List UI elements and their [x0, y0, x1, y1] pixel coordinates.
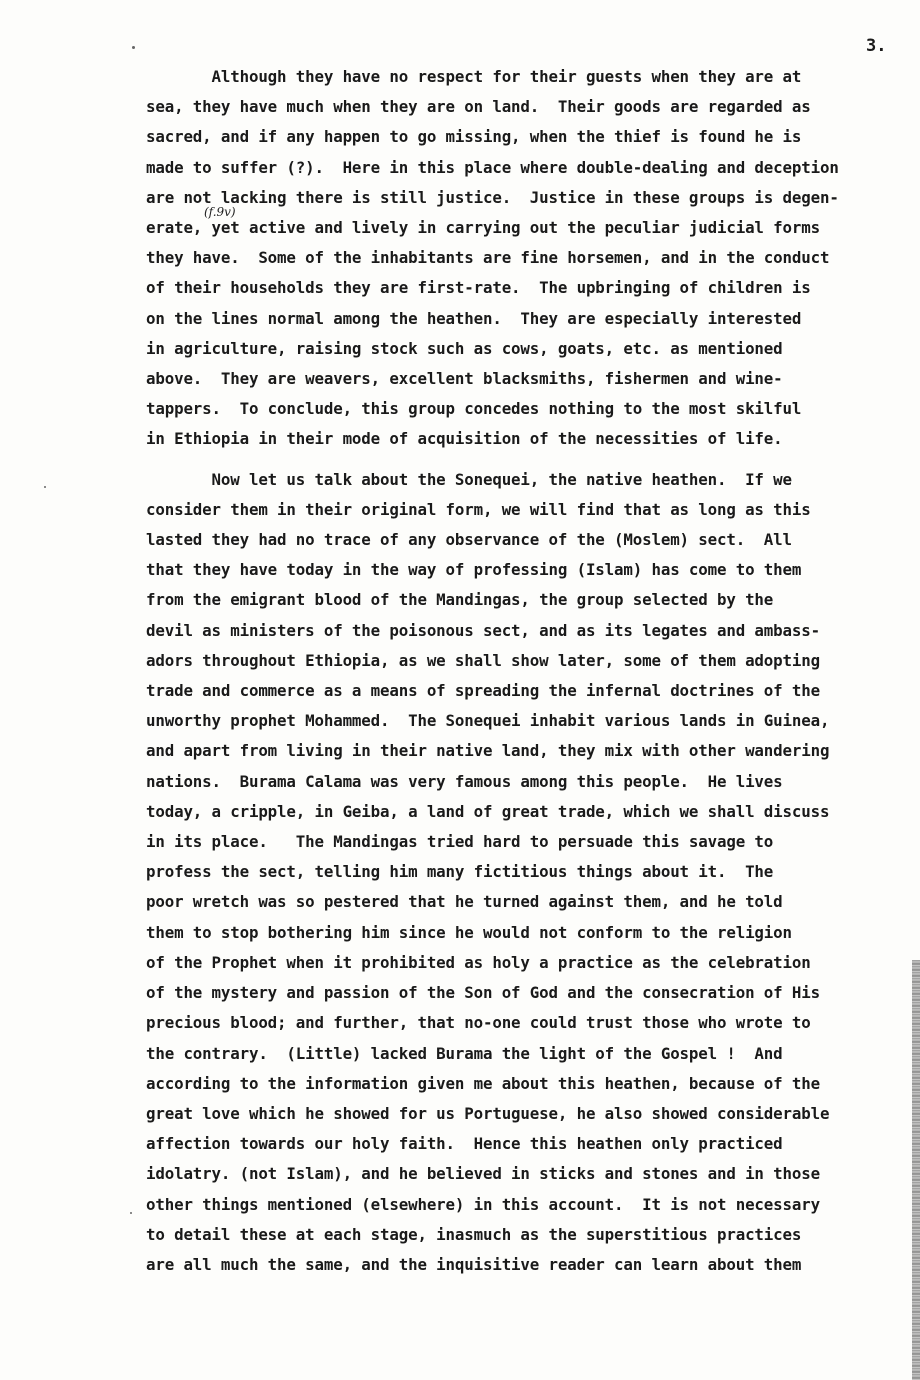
text-line: affection towards our holy faith. Hence this heathen only practiced — [146, 1134, 783, 1154]
text-line: consider them in their original form, we will find that as long as this — [146, 499, 811, 519]
paragraph-gap — [146, 455, 916, 465]
text-line: the contrary. (Little) lacked Burama the light of the Gospel ! And — [146, 1043, 783, 1063]
text-line: are all much the same, and the inquisitive reader can learn about them — [146, 1254, 802, 1274]
page-number: 3. — [866, 36, 887, 56]
text-line: precious blood; and further, that no-one could trust those who wrote to — [146, 1013, 811, 1033]
body-text — [146, 62, 916, 1280]
text-line: Although they have no respect for their guests when they are at — [146, 67, 802, 86]
text-line: idolatry. (not Islam), and he believed in sticks and stones and in those — [146, 1164, 820, 1184]
text-line: of the mystery and passion of the Son of God and the consecration of His — [146, 983, 820, 1003]
paragraph — [146, 62, 916, 455]
text-line: made to suffer (?). Here in this place where double-dealing and deception — [146, 157, 839, 177]
text-line: on the lines normal among the heathen. They are especially interested — [146, 308, 802, 328]
text-line: to detail these at each stage, inasmuch as the superstitious practices — [146, 1224, 802, 1244]
text-line: nations. Burama Calama was very famous among this people. He lives — [146, 771, 783, 791]
paragraph — [146, 465, 916, 1280]
text-line: great love which he showed for us Portuguese, he also showed considerable — [146, 1103, 830, 1123]
text-line: unworthy prophet Mohammed. The Sonequei inhabit various lands in Guinea, — [146, 711, 830, 731]
text-line: and apart from living in their native land, they mix with other wandering — [146, 741, 830, 761]
text-line: poor wretch was so pestered that he turned against them, and he told — [146, 892, 783, 912]
text-line: are not lacking there is still justice. Justice in these groups is degen- — [146, 187, 839, 207]
text-line: devil as ministers of the poisonous sect, and as its legates and ambass- — [146, 620, 820, 640]
text-line: above. They are weavers, excellent blacksmiths, fishermen and wine- — [146, 369, 783, 389]
scan-speck — [44, 486, 46, 488]
text-line: them to stop bothering him since he would not conform to the religion — [146, 922, 792, 942]
text-line: in agriculture, raising stock such as cows, goats, etc. as mentioned — [146, 338, 783, 358]
handwritten-folio-note: (f.9v) — [204, 205, 236, 219]
text-line: in its place. The Mandingas tried hard to persuade this savage to — [146, 832, 774, 852]
text-line: profess the sect, telling him many fictitious things about it. The — [146, 862, 774, 882]
text-line: from the emigrant blood of the Mandingas, the group selected by the — [146, 590, 774, 610]
text-line: trade and commerce as a means of spreading the infernal doctrines of the — [146, 681, 820, 701]
scan-speck — [130, 1212, 132, 1214]
text-line: of their households they are first-rate. The upbringing of children is — [146, 278, 811, 298]
text-line: sea, they have much when they are on land. Their goods are regarded as — [146, 97, 811, 117]
text-line: today, a cripple, in Geiba, a land of great trade, which we shall discuss — [146, 801, 830, 821]
text-line: according to the information given me about this heathen, because of the — [146, 1073, 820, 1093]
text-line: erate, yet active and lively in carrying out the peculiar judicial forms — [146, 218, 820, 238]
text-line: in Ethiopia in their mode of acquisition of the necessities of life. — [146, 429, 783, 449]
scan-speck — [132, 46, 135, 49]
text-line: other things mentioned (elsewhere) in this account. It is not necessary — [146, 1194, 820, 1214]
text-line: Now let us talk about the Sonequei, the native heathen. If we — [146, 469, 792, 489]
text-line: sacred, and if any happen to go missing, when the thief is found he is — [146, 127, 802, 147]
text-line: of the Prophet when it prohibited as holy a practice as the celebration — [146, 952, 811, 972]
scan-edge-shadow — [912, 960, 920, 1380]
text-line: tappers. To conclude, this group concedes nothing to the most skilful — [146, 399, 802, 419]
text-line: adors throughout Ethiopia, as we shall show later, some of them adopting — [146, 650, 820, 670]
text-line: lasted they had no trace of any observance of the (Moslem) sect. All — [146, 530, 792, 550]
text-line: that they have today in the way of professing (Islam) has come to them — [146, 560, 802, 580]
text-line: they have. Some of the inhabitants are fine horsemen, and in the conduct — [146, 248, 830, 268]
